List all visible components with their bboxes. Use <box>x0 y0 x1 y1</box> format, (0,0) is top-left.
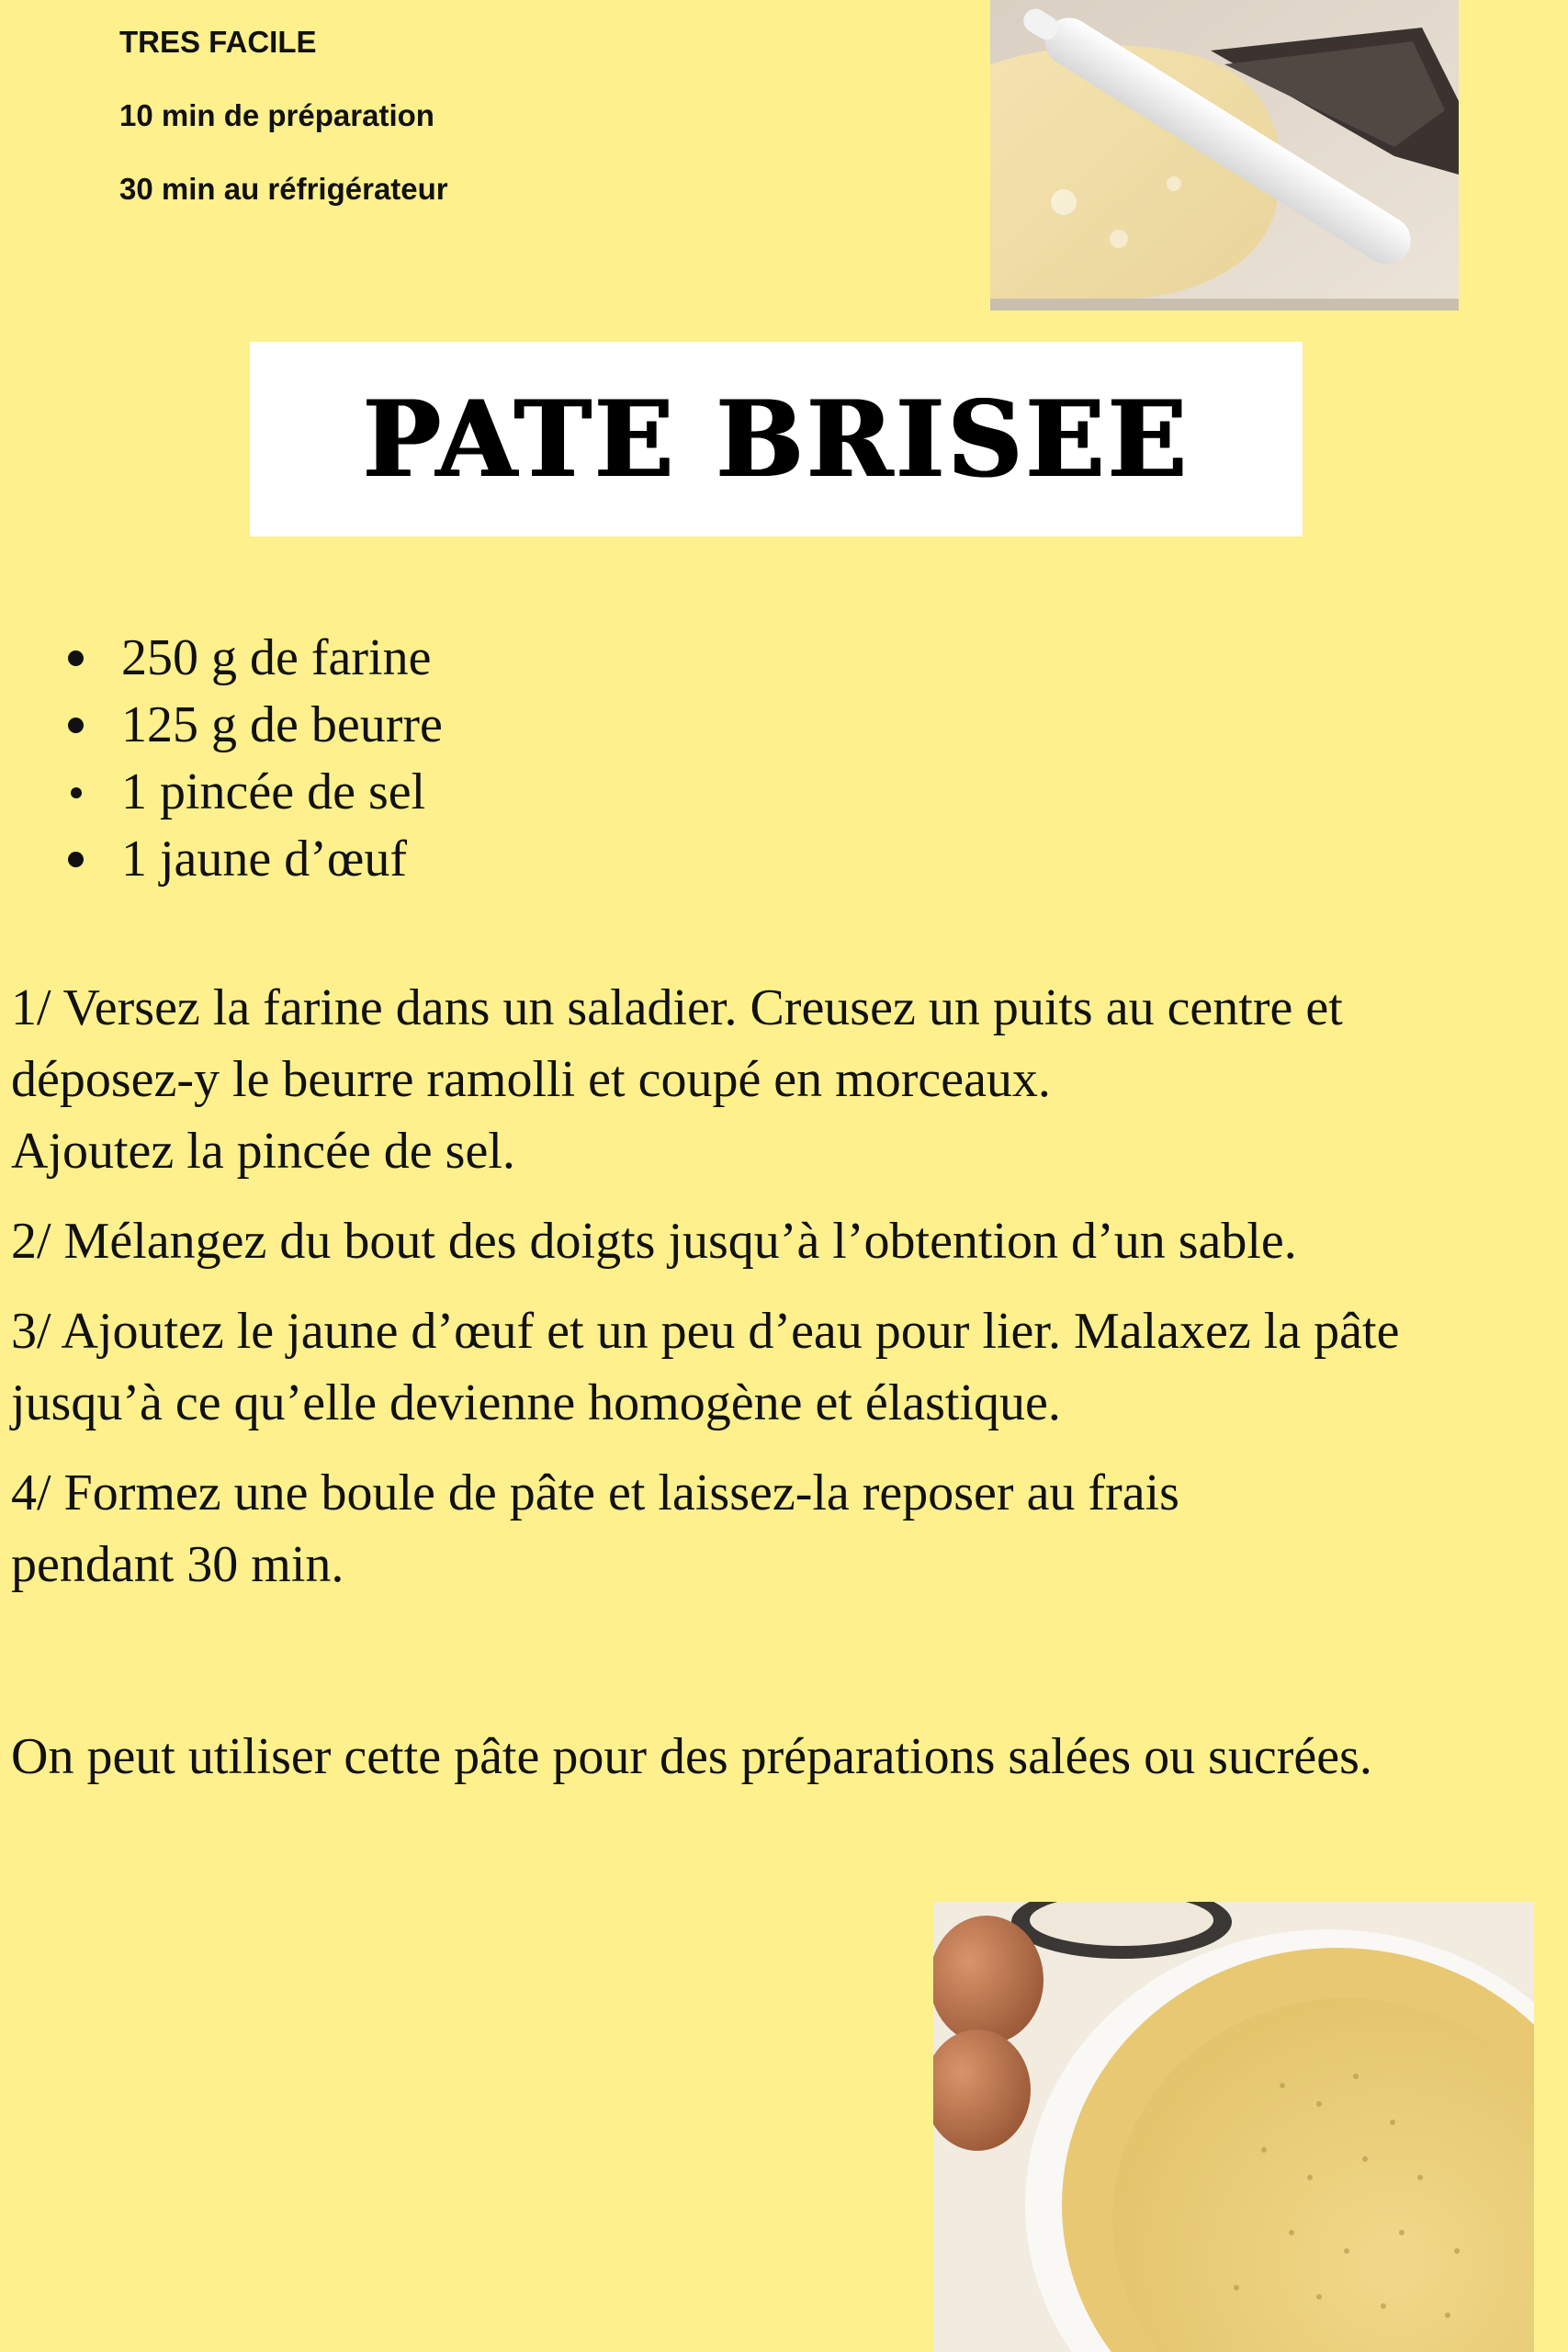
step-2: 2/ Mélangez du bout des doigts jusqu’à l’obtention d’un sable. <box>11 1213 1297 1270</box>
step-3: 3/ Ajoutez le jaune d’œuf et un peu d’eau pour lier. Malaxez la pâte jusqu’à ce qu’elle devienne homogène et élastique. <box>11 1303 1400 1431</box>
step-4: 4/ Formez une boule de pâte et laissez-la reposer au frais pendant 30 min. <box>11 1464 1179 1593</box>
difficulty-label: TRES FACILE <box>119 25 317 59</box>
bullet-icon <box>68 718 84 733</box>
tart-crust-photo <box>933 1902 1534 2352</box>
ingredient-item: 1 jaune d’œuf <box>57 826 443 893</box>
step-1: 1/ Versez la farine dans un saladier. Creusez un puits au centre et déposez-y le beurre ramolli et coupé en morceaux. Ajoutez la pincée de sel. <box>11 979 1343 1180</box>
ingredient-item: 1 pincée de sel <box>57 759 443 826</box>
bullet-icon <box>68 650 84 666</box>
recipe-title: PATE BRISEE <box>362 378 1190 501</box>
bullet-icon <box>71 787 82 798</box>
bullet-icon <box>68 852 84 867</box>
fridge-time-label: 30 min au réfrigérateur <box>119 172 448 206</box>
ingredient-item: 125 g de beurre <box>57 692 443 759</box>
ingredient-item: 250 g de farine <box>57 625 443 692</box>
ingredients-list <box>57 625 443 893</box>
title-box <box>250 342 1303 537</box>
recipe-steps <box>11 972 1554 1619</box>
prep-time-label: 10 min de préparation <box>119 98 434 132</box>
dough-rolling-photo <box>990 0 1459 311</box>
recipe-meta <box>119 24 448 244</box>
usage-note: On peut utiliser cette pâte pour des préparations salées ou sucrées. <box>11 1728 1372 1785</box>
